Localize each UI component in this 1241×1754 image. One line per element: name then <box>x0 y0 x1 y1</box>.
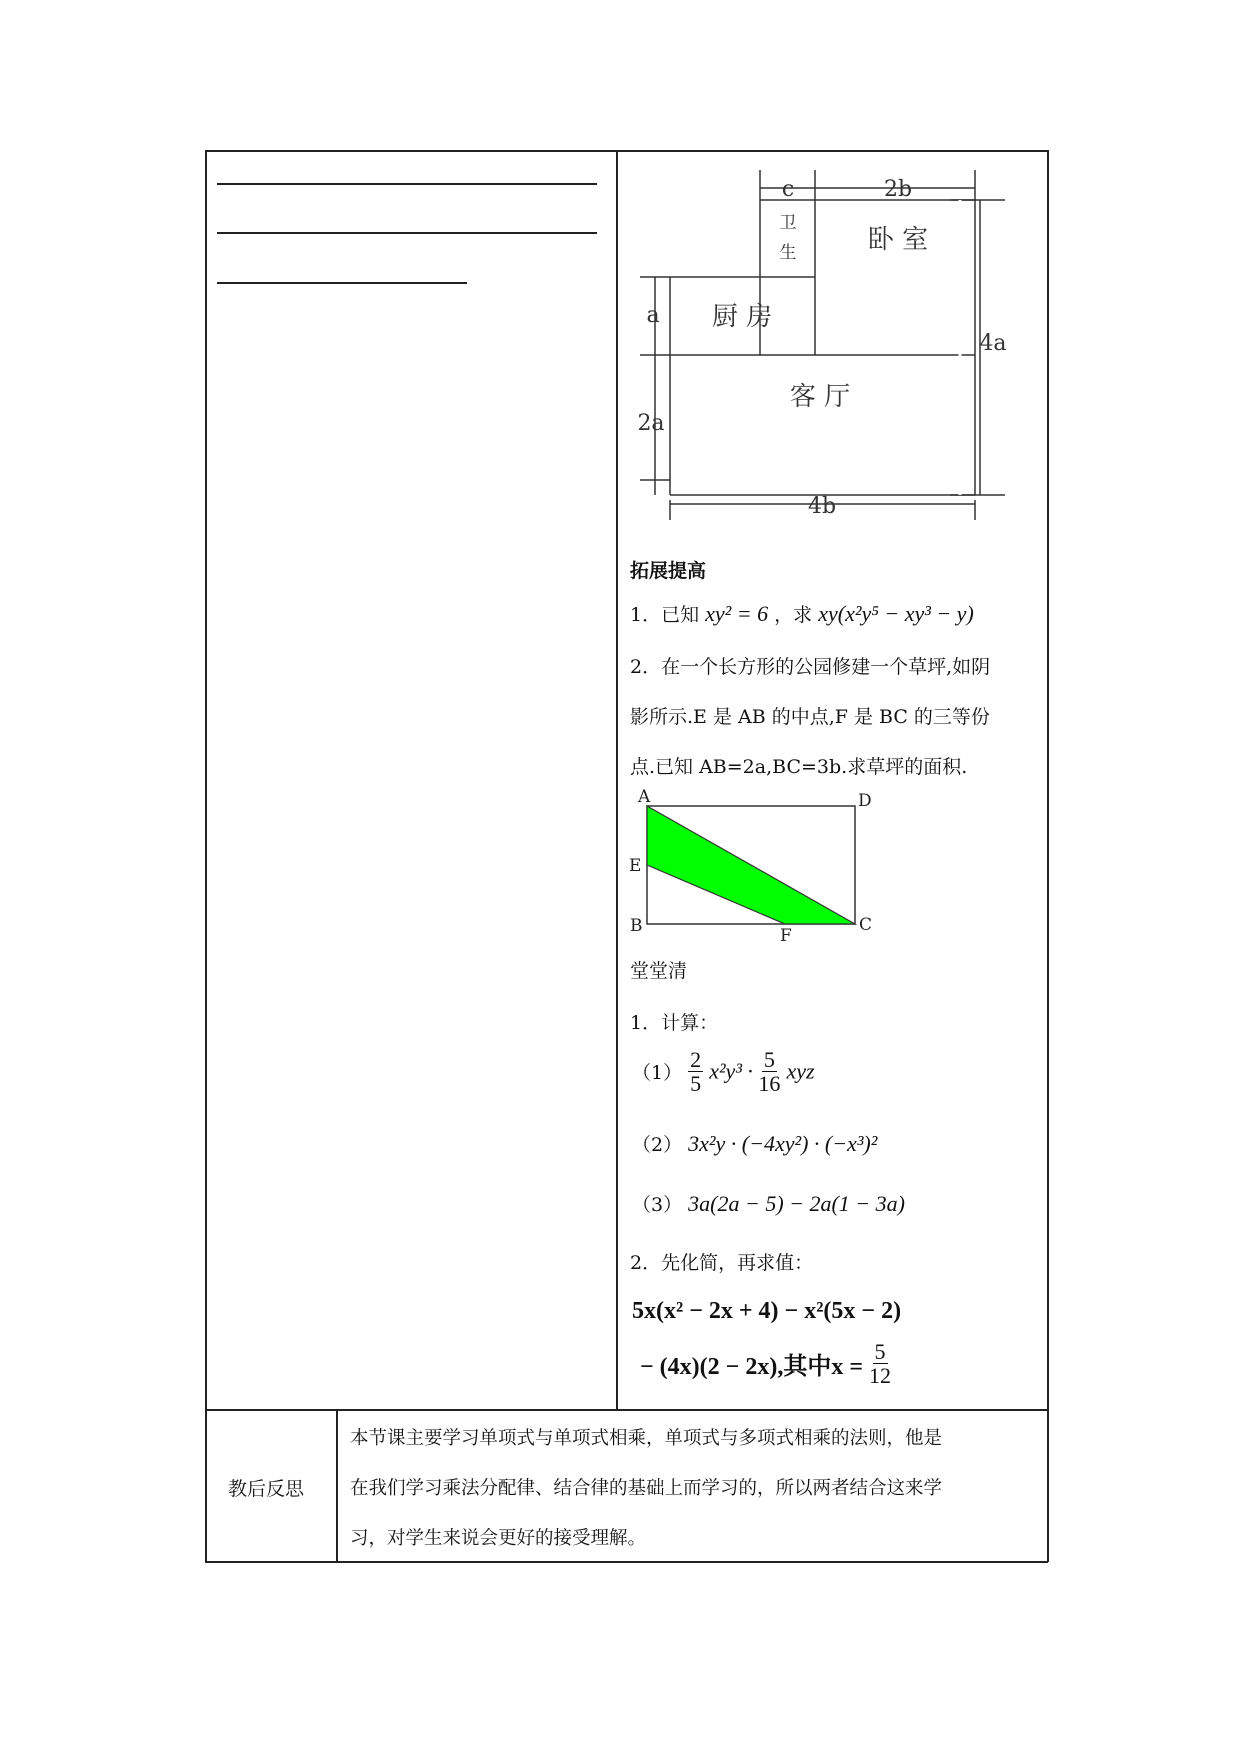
p3-expr: 3a(2a − 5) − 2a(1 − 3a) <box>688 1191 905 1216</box>
reflection-label: 教后反思 <box>228 1478 305 1500</box>
lawn-shaded-region <box>647 806 855 924</box>
extension-q1 <box>630 600 974 627</box>
p1-fraction-1 <box>688 1048 703 1095</box>
extension-q2-line-3: 点.已知 AB=2a,BC=3b.求草坪的面积. <box>630 756 968 778</box>
p1-mid: x²y³ · <box>709 1058 759 1084</box>
p1-den-2: 16 <box>758 1071 781 1097</box>
vertex-e: E <box>629 856 642 876</box>
q2-den: 12 <box>869 1363 891 1389</box>
room-living: 客 厅 <box>789 382 851 412</box>
practice-q2-label: 2．先化简，再求值： <box>630 1252 814 1274</box>
practice-q1-label: 1．计算： <box>630 1012 719 1034</box>
p3-label: （3） <box>632 1194 683 1216</box>
practice-q2-line-1: 5x(x² − 2x + 4) − x²(5x − 2) <box>632 1298 902 1324</box>
q2-fraction <box>869 1340 891 1387</box>
reflection-label-divider <box>336 1409 338 1561</box>
p1-num-1: 2 <box>690 1047 702 1072</box>
table-border-top <box>205 150 1048 152</box>
reflection-line-3: 习，对学生来说会更好的接受理解。 <box>350 1528 647 1549</box>
p1-label: （1） <box>632 1062 683 1085</box>
table-row-divider <box>205 1409 1048 1411</box>
table-border-right <box>1047 150 1049 1562</box>
q2-num: 5 <box>874 1339 886 1364</box>
dim-a: a <box>646 303 660 328</box>
dim-c: c <box>781 177 795 202</box>
dim-2b: 2b <box>883 177 913 202</box>
p1-den-1: 5 <box>690 1071 702 1097</box>
q1-given: xy² = 6 <box>705 601 769 626</box>
answer-line-3 <box>217 282 467 284</box>
table-column-divider <box>616 150 618 1410</box>
p2-label: （2） <box>632 1134 683 1156</box>
table-border-left <box>205 150 207 1562</box>
vertex-b: B <box>630 916 643 936</box>
table-border-bottom <box>205 1561 1048 1563</box>
practice-p3 <box>632 1190 905 1217</box>
q1-mid: ，求 <box>774 604 813 626</box>
p2-expr: 3x²y · (−4xy²) · (−x³)² <box>688 1131 878 1156</box>
practice-p1 <box>632 1048 815 1095</box>
extension-q2-line-2: 影所示.E 是 AB 的中点,F 是 BC 的三等份 <box>630 706 990 728</box>
reflection-line-1: 本节课主要学习单项式与单项式相乘，单项式与多项式相乘的法则，他是 <box>350 1428 943 1449</box>
p1-num-2: 5 <box>763 1047 775 1072</box>
answer-line-1 <box>217 183 597 185</box>
floor-plan-diagram <box>630 160 1030 520</box>
extension-q2-line-1: 2．在一个长方形的公园修建一个草坪,如阴 <box>630 656 991 678</box>
room-bathroom-1: 卫 <box>779 213 797 233</box>
room-bedroom: 卧 室 <box>867 225 929 255</box>
vertex-f: F <box>780 926 792 946</box>
answer-line-2 <box>217 232 597 234</box>
extension-heading: 拓展提高 <box>630 560 707 582</box>
q2-line2-text: − (4x)(2 − 2x),其中x = <box>640 1354 869 1381</box>
practice-heading: 堂堂清 <box>630 960 688 982</box>
dim-2a: 2a <box>637 411 665 436</box>
vertex-c: C <box>859 915 873 935</box>
vertex-a: A <box>638 788 651 807</box>
dim-4b: 4b <box>807 494 837 519</box>
room-kitchen: 厨 房 <box>711 302 773 332</box>
room-bathroom-2: 生 <box>779 243 797 263</box>
q1-expr: xy(x²y⁵ − xy³ − y) <box>818 601 974 626</box>
p1-fraction-2 <box>758 1048 780 1095</box>
vertex-d: D <box>858 791 872 811</box>
reflection-line-2: 在我们学习乘法分配律、结合律的基础上而学习的，所以两者结合这来学 <box>350 1478 943 1499</box>
practice-q2-line-2 <box>640 1340 891 1387</box>
q1-prefix: 1．已知 <box>630 604 700 626</box>
lawn-rectangle-diagram <box>625 788 875 948</box>
dim-4a: 4a <box>979 331 1007 356</box>
p1-tail: xyz <box>786 1058 815 1084</box>
practice-p2 <box>632 1130 877 1157</box>
